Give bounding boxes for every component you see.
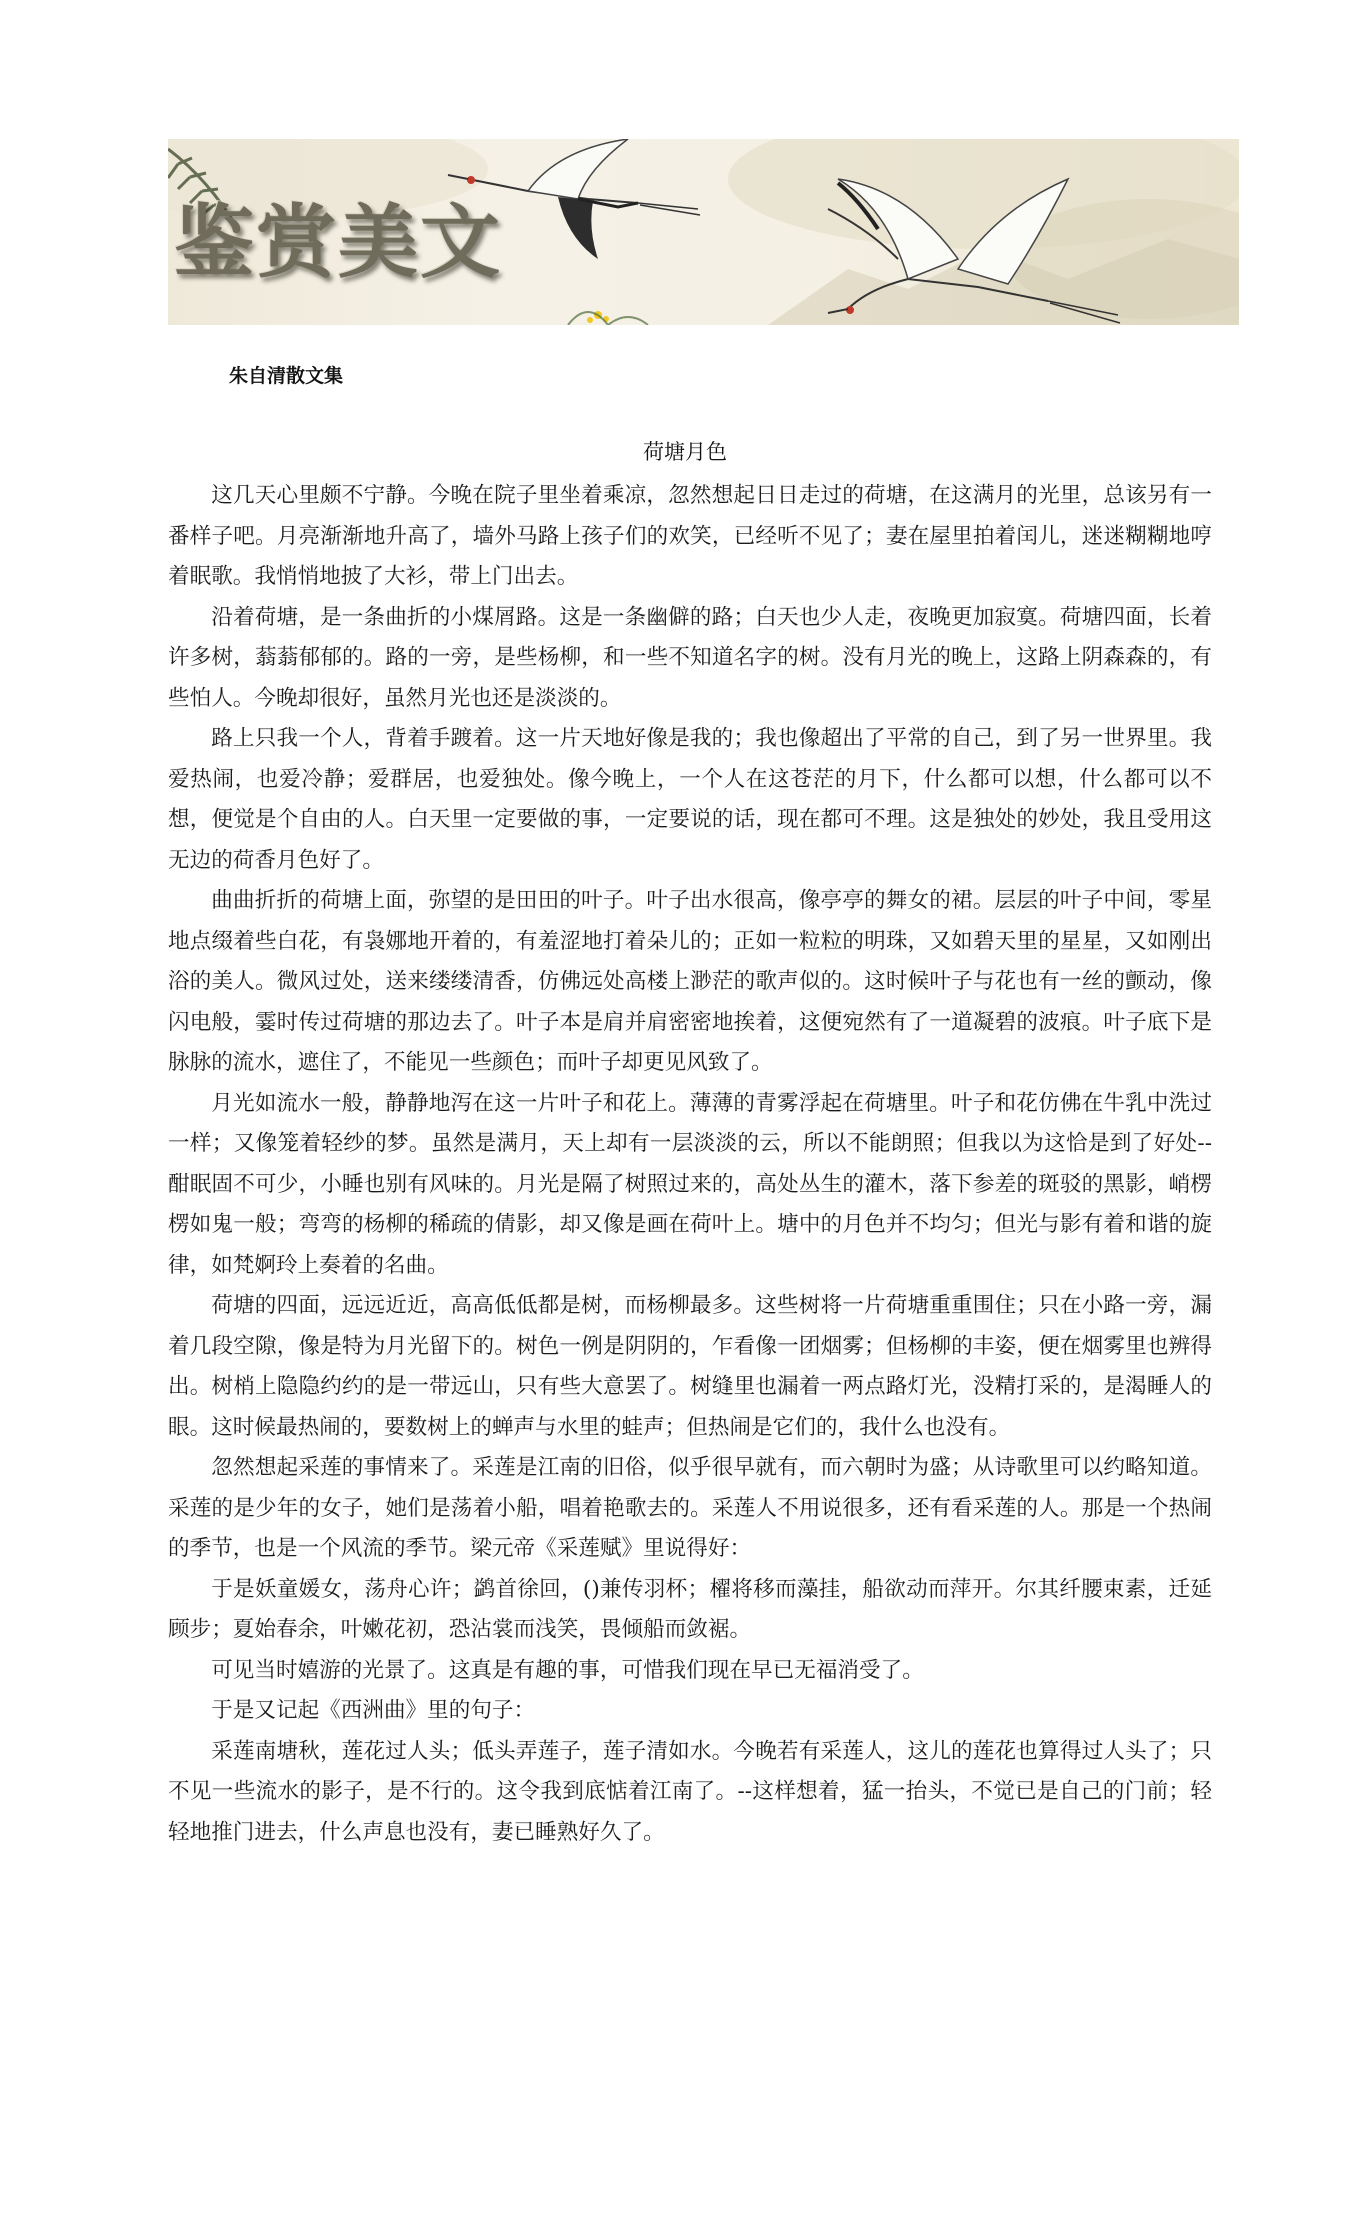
banner-title: 鉴赏美文 [174, 196, 502, 289]
paragraph: 荷塘的四面，远远近近，高高低低都是树，而杨柳最多。这些树将一片荷塘重重围住；只在小路一旁，漏着几段空隙，像是特为月光留下的。树色一例是阴阴的，乍看像一团烟雾；但杨柳的丰姿，便在烟雾里也辨得出。树梢上隐隐约约的是一带远山，只有些大意罢了。树缝里也漏着一两点路灯光，没精打采的，是渴睡人的眼。这时候最热闹的，要数树上的蝉声与水里的蛙声；但热闹是它们的，我什么也没有。 [168, 1293, 1212, 1440]
paragraph: 沿着荷塘，是一条曲折的小煤屑路。这是一条幽僻的路；白天也少人走，夜晚更加寂寞。荷塘四面，长着许多树，蓊蓊郁郁的。路的一旁，是些杨柳，和一些不知道名字的树。没有月光的晚上，这路上阴森森的，有些怕人。今晚却很好，虽然月光也还是淡淡的。 [168, 604, 1212, 711]
paragraph: 忽然想起采莲的事情来了。采莲是江南的旧俗，似乎很早就有，而六朝时为盛；从诗歌里可以约略知道。采莲的是少年的女子，她们是荡着小船，唱着艳歌去的。采莲人不用说很多，还有看采莲的人。那是一个热闹的季节，也是一个风流的季节。梁元帝《采莲赋》里说得好： [168, 1455, 1212, 1561]
article-body [168, 476, 1212, 1853]
article-title: 荷塘月色 [643, 440, 727, 464]
paragraph: 曲曲折折的荷塘上面，弥望的是田田的叶子。叶子出水很高，像亭亭的舞女的裙。层层的叶子中间，零星地点缀着些白花，有袅娜地开着的，有羞涩地打着朵儿的；正如一粒粒的明珠，又如碧天里的星星，又如刚出浴的美人。微风过处，送来缕缕清香，仿佛远处高楼上渺茫的歌声似的。这时候叶子与花也有一丝的颤动，像闪电般，霎时传过荷塘的那边去了。叶子本是肩并肩密密地挨着，这便宛然有了一道凝碧的波痕。叶子底下是脉脉的流水，遮住了，不能见一些颜色；而叶子却更见风致了。 [168, 888, 1212, 1075]
paragraph: 这几天心里颇不宁静。今晚在院子里坐着乘凉，忽然想起日日走过的荷塘，在这满月的光里，总该另有一番样子吧。月亮渐渐地升高了，墙外马路上孩子们的欢笑，已经听不见了；妻在屋里拍着闰儿，迷迷糊糊地哼着眠歌。我悄悄地披了大衫，带上门出去。 [168, 483, 1212, 589]
paragraph: 采莲南塘秋，莲花过人头；低头弄莲子，莲子清如水。今晚若有采莲人，这儿的莲花也算得过人头了；只不见一些流水的影子，是不行的。这令我到底惦着江南了。--这样想着，猛一抬头，不觉已是自己的门前；轻轻地推门进去，什么声息也没有，妻已睡熟好久了。 [168, 1738, 1212, 1845]
header-banner [168, 139, 1239, 325]
paragraph: 路上只我一个人，背着手踱着。这一片天地好像是我的；我也像超出了平常的自己，到了另一世界里。我爱热闹，也爱冷静；爱群居，也爱独处。像今晚上，一个人在这苍茫的月下，什么都可以想，什么都可以不想，便觉是个自由的人。白天里一定要做的事，一定要说的话，现在都可不理。这是独处的妙处，我且受用这无边的荷香月色好了。 [168, 726, 1212, 873]
paragraph: 月光如流水一般，静静地泻在这一片叶子和花上。薄薄的青雾浮起在荷塘里。叶子和花仿佛在牛乳中洗过一样；又像笼着轻纱的梦。虽然是满月，天上却有一层淡淡的云，所以不能朗照；但我以为这恰是到了好处--酣眠固不可少，小睡也别有风味的。月光是隔了树照过来的，高处丛生的灌木，落下参差的斑驳的黑影，峭楞楞如鬼一般；弯弯的杨柳的稀疏的倩影，却又像是画在荷叶上。塘中的月色并不均匀；但光与影有着和谐的旋律，如梵婀玲上奏着的名曲。 [168, 1090, 1212, 1278]
paragraph: 可见当时嬉游的光景了。这真是有趣的事，可惜我们现在早已无福消受了。 [211, 1657, 924, 1683]
paragraph: 于是又记起《西洲曲》里的句子： [211, 1698, 536, 1723]
collection-label: 朱自清散文集 [229, 365, 344, 387]
paragraph: 于是妖童媛女，荡舟心许；鹢首徐回，()兼传羽杯；櫂将移而藻挂，船欲动而萍开。尔其纤腰束素，迁延顾步；夏始春余，叶嫩花初，恐沾裳而浅笑，畏倾船而敛裾。 [168, 1576, 1212, 1642]
